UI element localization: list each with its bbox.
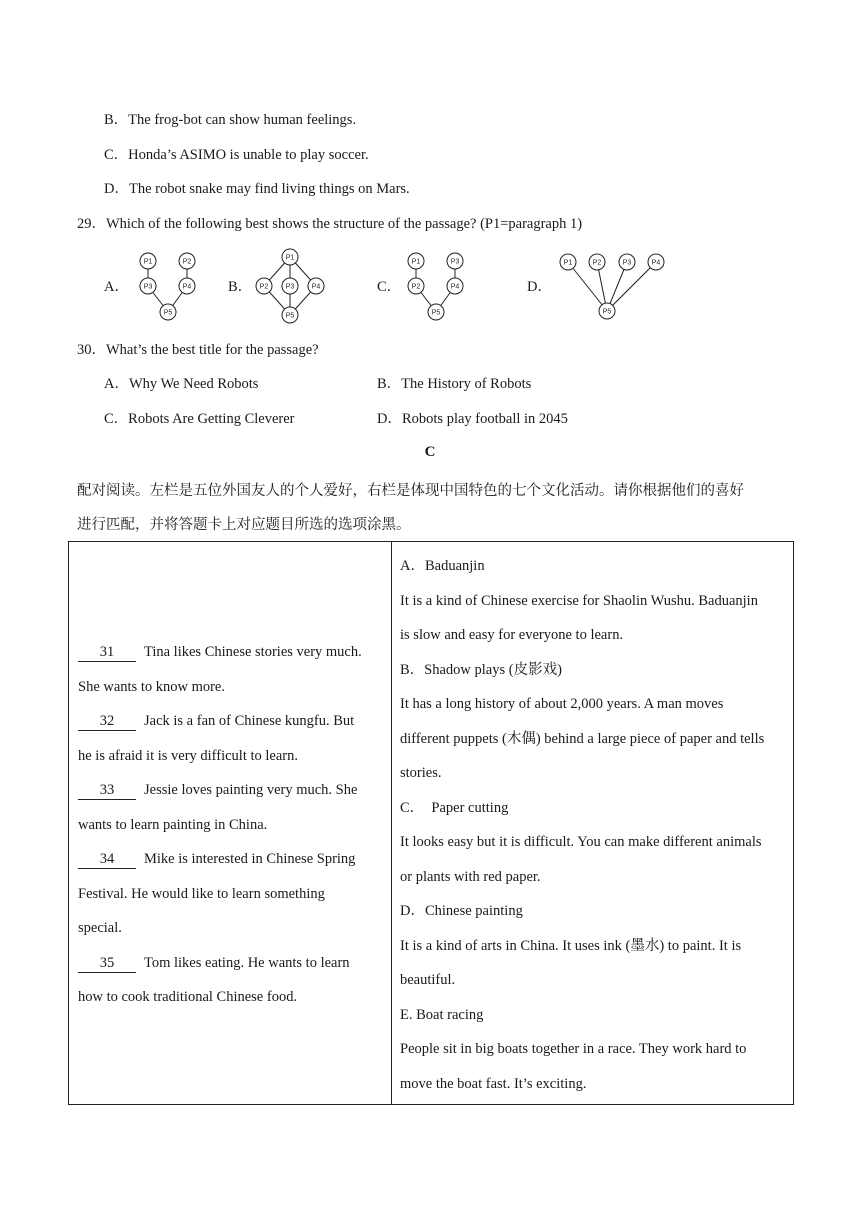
option-text: The robot snake may find living things on Mars. <box>128 181 410 197</box>
node-label: P2 <box>259 283 269 291</box>
structure-diagram-c <box>401 245 473 327</box>
node-label: P2 <box>592 259 602 267</box>
node-label: P4 <box>651 259 661 267</box>
person-text: Jessie loves painting very much. She <box>144 782 358 798</box>
activity-desc: beautiful. <box>400 972 456 988</box>
q30-option-b: B．The History of Robots <box>377 376 532 392</box>
q29-stem: 29．Which of the following best shows the structure of the passage? (P1=paragraph 1) <box>77 216 583 232</box>
q30-option-c: C．Robots Are Getting Cleverer <box>104 411 295 427</box>
q29-option-d-label: D． <box>527 279 552 295</box>
node-label: P4 <box>311 283 321 291</box>
person-item <box>78 780 357 800</box>
node-label: P1 <box>285 254 295 262</box>
person-item <box>78 953 350 973</box>
option-letter: B． <box>104 112 129 128</box>
person-text-cont: how to cook traditional Chinese food. <box>78 989 298 1005</box>
person-text-cont: wants to learn painting in China. <box>78 817 268 833</box>
right-column-cell <box>392 542 794 1105</box>
activity-desc: is slow and easy for everyone to learn. <box>400 627 624 643</box>
person-text: Tina likes Chinese stories very much. <box>144 644 362 660</box>
node-label: P1 <box>411 258 421 266</box>
activity-desc: or plants with red paper. <box>400 869 541 885</box>
left-column-cell <box>69 542 392 1105</box>
q29-option-b-label: B． <box>228 279 253 295</box>
node-label: P3 <box>622 259 632 267</box>
node-label: P1 <box>563 259 573 267</box>
person-item <box>78 849 355 869</box>
person-text: Tom likes eating. He wants to learn <box>144 955 350 971</box>
option-text: The frog-bot can show human feelings. <box>128 112 357 128</box>
node-label: P4 <box>182 283 192 291</box>
answer-blank[interactable]: 33 <box>78 782 136 800</box>
node-label: P4 <box>450 283 460 291</box>
activity-desc: stories. <box>400 765 442 781</box>
node-label: P3 <box>285 283 295 291</box>
q28-option-d <box>104 179 410 199</box>
person-item <box>78 711 354 731</box>
activity-heading-c: C． Paper cutting <box>400 800 509 816</box>
structure-diagram-b <box>252 245 330 327</box>
activity-desc: People sit in big boats together in a race. They work hard to <box>400 1041 747 1057</box>
option-letter: C． <box>104 147 129 163</box>
answer-blank[interactable]: 32 <box>78 713 136 731</box>
node-label: P2 <box>182 258 192 266</box>
node-label: P3 <box>143 283 153 291</box>
q29-option-c-label: C． <box>377 279 402 295</box>
structure-diagram-a <box>133 245 205 327</box>
structure-diagram-d <box>555 248 670 324</box>
activity-desc: different puppets (木偶) behind a large piece of paper and tells <box>400 731 765 747</box>
matching-table <box>68 541 794 1105</box>
section-title: C <box>424 444 436 460</box>
person-text-cont: She wants to know more. <box>78 679 225 695</box>
q28-option-c <box>104 145 369 165</box>
option-letter: D． <box>104 181 129 197</box>
activity-desc: It looks easy but it is difficult. You can make different animals <box>400 834 762 850</box>
section-instruction-line-1: 配对阅读。左栏是五位外国友人的个人爱好，右栏是体现中国特色的七个文化活动。请你根据他们的喜好 <box>77 483 744 499</box>
person-text-cont: Festival. He would like to learn something <box>78 886 325 902</box>
person-text: Jack is a fan of Chinese kungfu. But <box>144 713 355 729</box>
person-text-cont: he is afraid it is very difficult to learn. <box>78 748 298 764</box>
answer-blank[interactable]: 31 <box>78 644 136 662</box>
activity-heading-b: B．Shadow plays (皮影戏) <box>400 662 562 678</box>
q28-option-b <box>104 110 356 130</box>
node-label: P5 <box>163 309 173 317</box>
activity-heading-d: D．Chinese painting <box>400 903 523 919</box>
person-text: Mike is interested in Chinese Spring <box>144 851 356 867</box>
q30-option-a: A．Why We Need Robots <box>104 376 259 392</box>
node-label: P2 <box>411 283 421 291</box>
activity-desc: It is a kind of arts in China. It uses ink (墨水) to paint. It is <box>400 938 742 954</box>
activity-desc: It is a kind of Chinese exercise for Shaolin Wushu. Baduanjin <box>400 593 758 609</box>
person-item <box>78 642 362 662</box>
node-label: P5 <box>431 309 441 317</box>
activity-desc: move the boat fast. It’s exciting. <box>400 1076 587 1092</box>
node-label: P5 <box>602 308 612 316</box>
activity-heading-e: E. Boat racing <box>400 1007 484 1023</box>
node-label: P5 <box>285 312 295 320</box>
node-label: P3 <box>450 258 460 266</box>
answer-blank[interactable]: 34 <box>78 851 136 869</box>
activity-desc: It has a long history of about 2,000 years. A man moves <box>400 696 724 712</box>
q29-option-a-label: A． <box>104 279 129 295</box>
answer-blank[interactable]: 35 <box>78 955 136 973</box>
option-text: Honda’s ASIMO is unable to play soccer. <box>128 147 369 163</box>
q30-option-d: D．Robots play football in 2045 <box>377 411 568 427</box>
person-text-cont: special. <box>78 920 122 936</box>
node-label: P1 <box>143 258 153 266</box>
section-instruction-line-2: 进行匹配，并将答题卡上对应题目所选的选项涂黑。 <box>77 517 411 533</box>
q30-stem: 30．What’s the best title for the passage? <box>77 342 319 358</box>
activity-heading-a: A．Baduanjin <box>400 558 485 574</box>
